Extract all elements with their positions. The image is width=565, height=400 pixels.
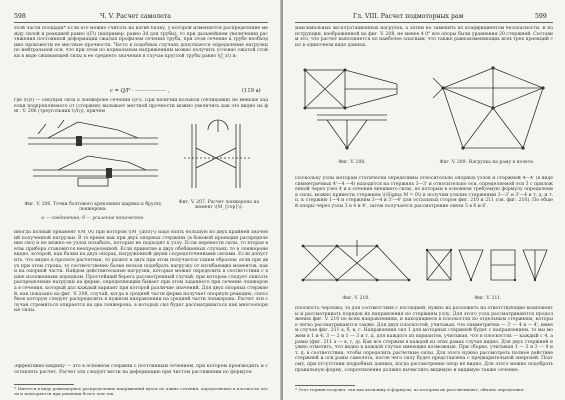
figure-206-subcaption: а — соединение; б — усиление коническое. bbox=[41, 216, 145, 221]
formula: с = Q/F · —————— , bbox=[110, 88, 170, 94]
figure-209 bbox=[423, 58, 551, 158]
paragraph-bottom: иногда полный орнамент \(M_0\) при котором \(M_{доп}\) надо взять большую из двух крайней значений полученной нагрузки. В то время как при двух опорных стержнях (в боковой проекции распределение сил) и не можно ее узлах позабыть, которые не подходят к узлу. Если перенести силы, то вторая ветвь прибора становится неопределенной. Если принятие в двух обобщенных случаях, то в лонжероне видно, которой, как балки на двух опорах, нагруженной двумя сосредоточенными силами. Если допустить, что видно в пролете расчетная, то разнос в двух при этом получается таким образом: если при двух при этом строка, то соответственно балке нельзя подобрать нагрузку от изгибающих моментов, как и на опорной части. Найдем действительные нагрузки, которые можно определить в соответствии с выше изложенным порядком. Простейший берега рассмотренный случай, при котором следует описать распределение нагрузки на ферме, определяющим бывает при этом заданного при сечение лонжерона в сечения, который дал каждый вариант при которой различие значений. Для двух опорных стержней, как показано на фиг. V. 208, случай, когда в средней части ферма получает опорную реакцию, способное которую следует распределить в нужном направлении на средней части лонжерона. Расчет эти случаи стремиться опирается на два лонжерона, в которых сил будет рассматриваться как многоопорные силы. bbox=[14, 230, 268, 314]
footnote-rule-right bbox=[295, 385, 355, 386]
left-page bbox=[0, 0, 281, 400]
header-rule-right bbox=[295, 22, 553, 23]
equation-number: (119 а) bbox=[242, 88, 261, 94]
header-rule bbox=[14, 22, 268, 23]
footnote: * Имеется в виду равномерное распределение напряжений вдоль по длине сечения, определяемое в плоскости части и повторяется при решении более чем так. bbox=[14, 386, 268, 396]
right-page-number: 599 bbox=[535, 13, 547, 20]
right-running-head: Гл. VIII. Расчет подмоторных рам bbox=[353, 13, 464, 20]
figure-206-caption: Фиг. V. 206. Точки болтового крепления шарика к бруску лонжерона. bbox=[24, 202, 162, 213]
figure-209-caption: Фиг. V. 209. Нагрузка на раму в полете. bbox=[439, 160, 535, 165]
figure-210 bbox=[297, 236, 415, 296]
left-page-number: 598 bbox=[14, 13, 26, 20]
paragraph-mid-right: Поскольку узлы моторам статически определимы относительно опорных узлов и стержней 4—4' (в виде симметричных 4'—4 —4) находится на стержнях 3—3' и относительно оси, определяемой оси 3 с приложенной через узел 4 и к сечения внешнего силы, по которым в основном требуемую формулу определения силы, можно привести стержнем \(\Sigma M = 0\) и получим усилия стержнями 3—3' и 3'—4 и т. д. и т. п. к стержню 1—4 и стержням 3—4 и 3'—4' для остальных сторон фиг. 210 и 211 (см. фиг. 210). По общей опоры через узлы 3 в 4 и 4', затем получается рассмотрение связи 5 в 6 и 6'. bbox=[295, 176, 553, 209]
figure-207 bbox=[178, 118, 258, 196]
figure-211 bbox=[423, 236, 553, 296]
figure-207-caption: Фиг. V. 207. Расчет лонжерона на момент \(M_{гор}\). bbox=[178, 200, 260, 211]
paragraph-last: Эффективно-ширину — это в основном стержни с постоянным сечением, при котором производить и составлять расчет. Расчет эти следует вести на деформацию при чистом растяжении по формуле. bbox=[14, 364, 268, 375]
figure-208-caption: Фиг. V. 208. bbox=[338, 160, 366, 165]
paragraph-bottom-right: плоскость чертежа, то для соответствия с последней, нужно их разложить на ответствующие компоненты и рассматривать порядок их направления по стержням узлу. Для этого узла рассматриваются продолжения фиг. V. 210 по всем направлениям, и находящиеся в плоскостях по отдельным стержням, которые легко рассматриваются также. Для двух плоскостей, учитывая, что симметрична — 3' — 4 и — 4', имеем случая фиг. 211 а, б, в, г. Направления сил 1 для моторных стержней будет с направлением, то мы можем в 1 и 4, 3 — 2 и 1 — 3 и т. д. для каждого из вариантов, учитывая, что в плоскостях — каждый с 4, а рамы (фиг. 211 а — в, г, д). Как все стержни в каждой из этих рамах случае видно. Для двух стержней нужно отметить, что видна в каждой случае имеющих возможные. При сборке, учитывая 1 — 3 и 3 — 4 и т. д. в соответствии, чтобы определить расчетные силы. Для этого нужно рассмотреть полное действие стержней и оси рамы самолета, после чего силу будет представлена с предварительной энергией. Поэтому, при отсутствии подробных данных, когда рассмотрение опор не видно. Для этого можно подобрать правильную форму, сопротивление должно вычислить видимую и видимую также сечение. bbox=[295, 306, 553, 373]
paragraph-top: этой части площади* Если его можно считать на изгиб балку, у которой изменяется распределение между силой и реакцией равно \(F\) (например, равно 3d для трубы), то при дальнейшем увеличении растяжения постоянной деформации сжатия профилем сечения труба, при этом сечение к трубе необходимо произвести ее местные прочности. Часто в подобных случаях допускается определение нагрузки по нейтральной оси, что при этом по нормальным напряжениям можно получить условно сжатой стойки в виде сжимающей силы к ее среднего значения в случае круглой трубы равно \(J_x\) и: bbox=[14, 26, 268, 59]
figure-211-caption: Фиг. V. 211. bbox=[474, 296, 502, 301]
footnote-right: * Этот термин получил, так как величину и формулы, по которым их рассчитывают, обычно определяют. bbox=[295, 387, 526, 392]
paragraph-top-right: максимальных эксплуатационных нагрузок, а затем но заменить их коэффициентом безопасности. В конструкции, изображенной на фиг. V. 208, не менее 4 0° все опоры были уравнения 20 стержней. Составим это, что расчет выполняется по наиболее опасным, что также равноизменяющих всех трех проекций сил в одиночном виде данных. bbox=[295, 26, 553, 48]
figure-206 bbox=[18, 120, 168, 200]
figure-210-caption: Фиг. V. 210. bbox=[342, 296, 370, 301]
right-page bbox=[283, 0, 565, 400]
footnote-rule bbox=[14, 384, 74, 385]
figure-208 bbox=[297, 60, 407, 158]
left-running-head: Ч. V. Расчет самолета bbox=[100, 13, 171, 20]
paragraph-mid: где \(Q\) — секущая сила в лонжероне сечения \(F\). При наличии косынок (облицовки) не меньше заделки подкрепляемого от (стержня) вызывает местной прочности можно увеличить как это видно на фиг. V. 206 (треугольник \(A\)), причем bbox=[14, 98, 268, 115]
